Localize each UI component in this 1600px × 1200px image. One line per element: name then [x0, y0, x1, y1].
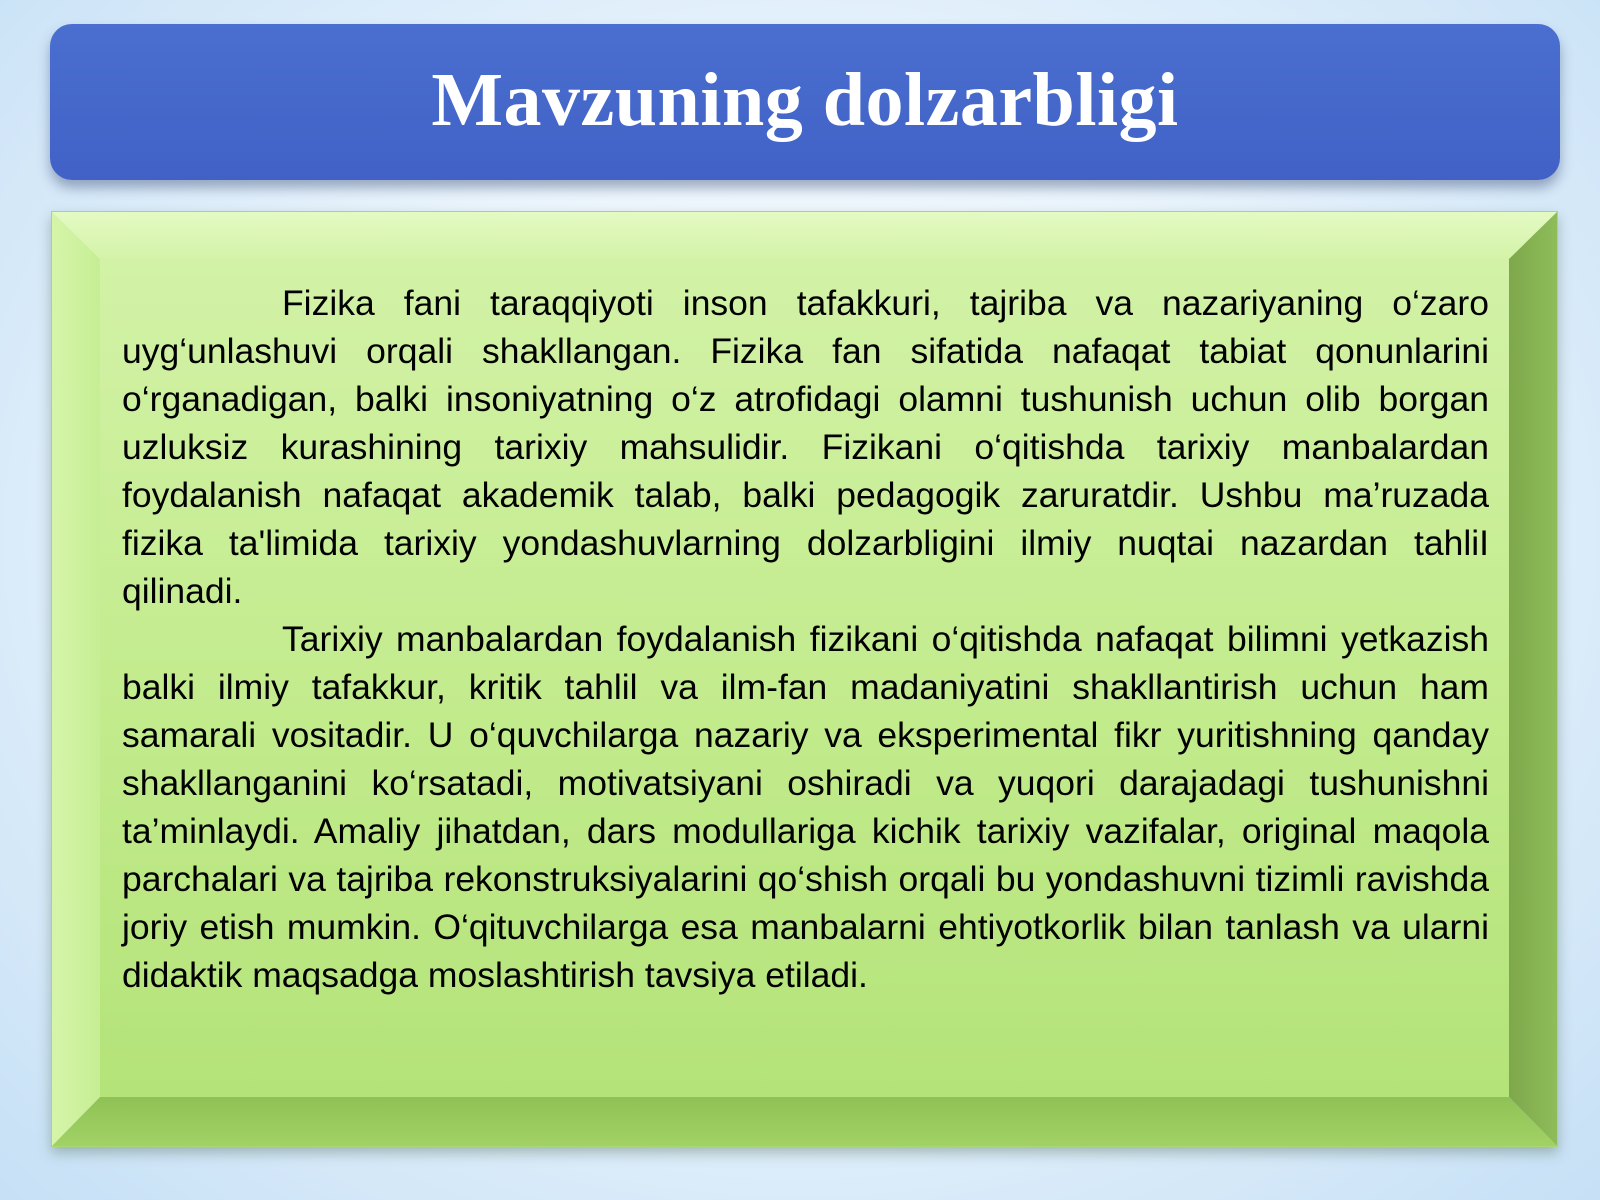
bevel-bottom	[51, 1097, 1558, 1147]
bevel-right	[1509, 211, 1558, 1147]
slide-title: Mavzuning dolzarbligi	[431, 57, 1179, 142]
body-text	[100, 259, 1511, 1097]
bevel-left	[51, 211, 100, 1147]
paragraph-2: Tarixiy manbalardan foydalanish fizikani o‘qitishda nafaqat bilimni yetkazish balki ilmiy tafakkur, kritik tahlil va ilm-fan madaniyatini shakllantirish uchun ham samarali vositadir. U o‘quvchilarga nazariy va eksperimental fikr yuritishning qanday shakllanganini ko‘rsatadi, motivatsiyani oshiradi va yuqori darajadagi tushunishni ta’minlaydi. Amaliy jihatdan, dars modullariga kichik tarixiy vazifalar, original maqola parchalari va tajriba rekonstruksiyalarini qo‘shish orqali bu yondashuvni tizimli ravishda joriy etish mumkin. O‘qituvchilarga esa manbalarni ehtiyotkorlik bilan tanlash va ularni didaktik maqsadga moslashtirish tavsiya etiladi.	[122, 619, 1489, 995]
bevel-top	[51, 211, 1558, 259]
title-banner	[50, 24, 1560, 180]
content-panel	[51, 211, 1558, 1147]
paragraph-1: Fizika fani taraqqiyoti inson tafakkuri, tajriba va nazariyaning o‘zaro uyg‘unlashuvi orqali shakllangan. Fizika fan sifatida nafaqat tabiat qonunlarini o‘rganadigan, balki insoniyatning o‘z atrofidagi olamni tushunish uchun olib borgan uzluksiz kurashining tarixiy mahsulidir. Fizikani o‘qitishda tarixiy manbalardan foydalanish nafaqat akademik talab, balki pedagogik zaruratdir. Ushbu ma’ruzada fizika ta'limida tarixiy yondashuvlarning dolzarbligini ilmiy nuqtai nazardan tahliI qilinadi.	[122, 283, 1489, 611]
